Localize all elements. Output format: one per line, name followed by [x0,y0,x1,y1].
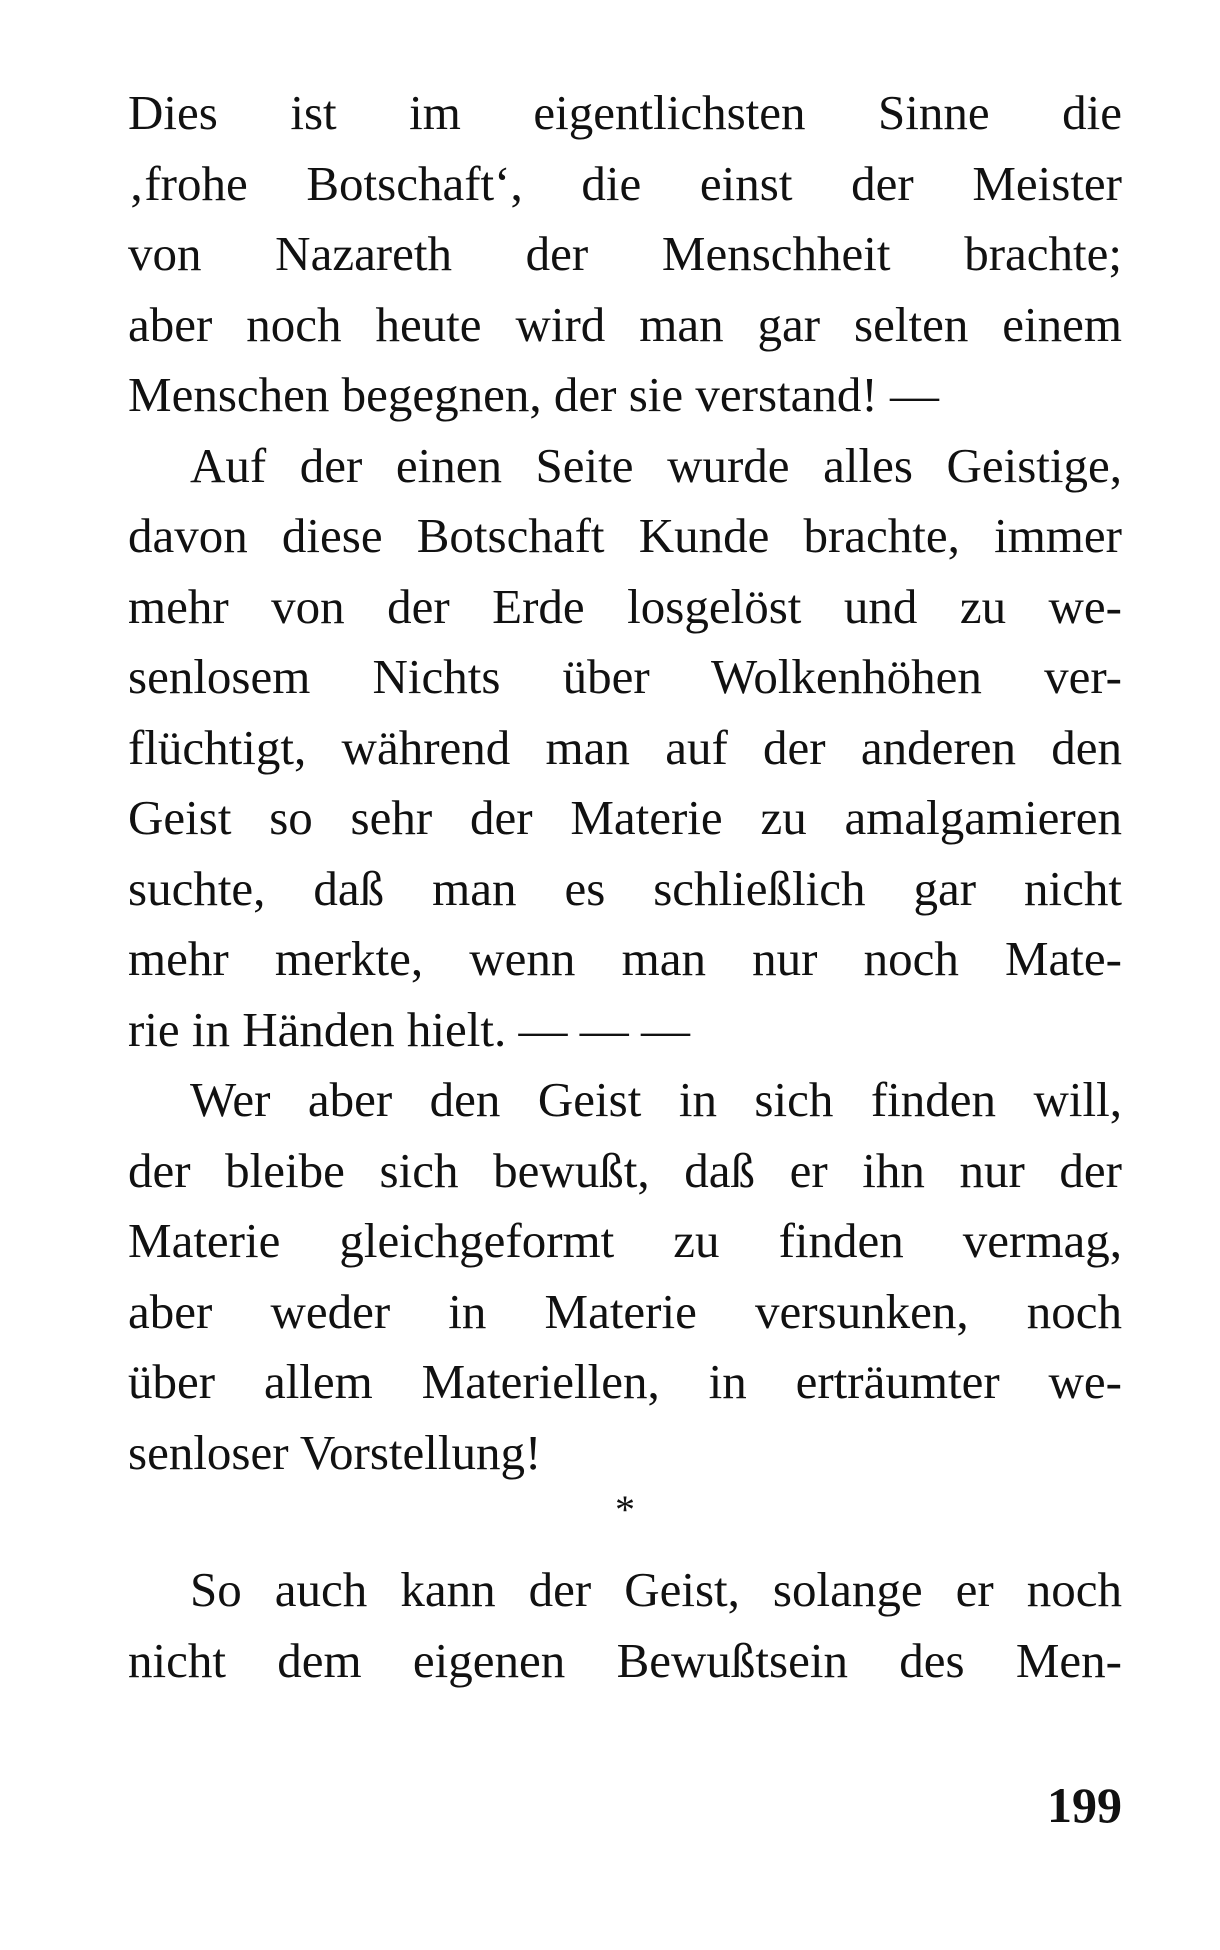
text-line: davon diese Botschaft Kunde brachte, immer [128,508,1122,563]
text-line: senlosem Nichts über Wolkenhöhen ver- [128,649,1122,704]
text-line: flüchtigt, während man auf der anderen den [128,719,1122,775]
text-line: So auch kann der Geist, solange er noch [190,1562,1122,1617]
text-line: Geist so sehr der Materie zu amalgamieren [128,790,1122,845]
text-line: Dies ist im eigentlichsten Sinne die [128,85,1122,140]
text-line: der bleibe sich bewußt, daß er ihn nur der [128,1142,1122,1198]
text-line: suchte, daß man es schließlich gar nicht [128,860,1122,916]
section-separator: * [615,1487,635,1532]
text-line: Wer aber den Geist in sich finden will, [190,1072,1122,1127]
text-line: mehr merkte, wenn man nur noch Mate- [128,931,1122,986]
text-line: Materie gleichgeformt zu finden vermag, [128,1213,1122,1268]
page-number: 199 [1047,1777,1122,1833]
text-line: über allem Materiellen, in erträumter we- [128,1354,1122,1409]
text-line: aber weder in Materie versunken, noch [128,1283,1122,1339]
text-line: Menschen begegnen, der sie verstand! — [128,367,939,422]
text-line: aber noch heute wird man gar selten einem [128,296,1122,352]
text-line: nicht dem eigenen Bewußtsein des Men- [128,1632,1122,1688]
text-line: mehr von der Erde losgelöst und zu we- [128,578,1122,634]
text-line: senloser Vorstellung! [128,1424,542,1480]
paragraph-block-2 [128,1555,1122,1696]
text-line: rie in Händen hielt. — — — [128,1001,691,1057]
text-line: von Nazareth der Menschheit brachte; [128,226,1122,281]
text-line: Auf der einen Seite wurde alles Geistige, [190,437,1122,493]
text-line: ‚frohe Botschaft‘, die einst der Meister [128,155,1122,211]
paragraph-block [128,78,1122,1488]
